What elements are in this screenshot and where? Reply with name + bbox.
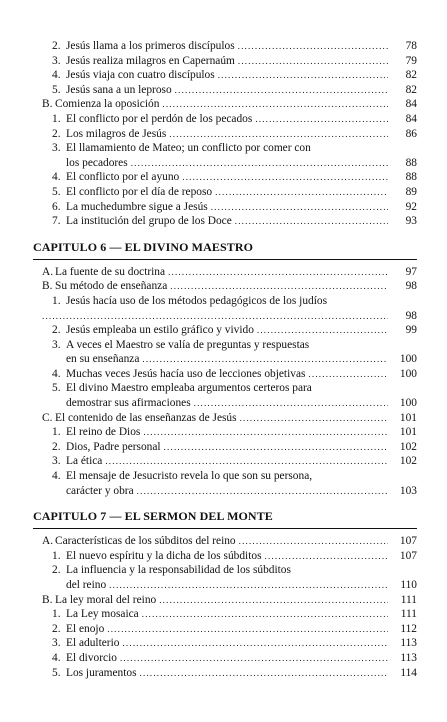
section-letter: A. (42, 265, 54, 278)
dot-leader (169, 129, 388, 139)
toc-entry-continuation (0, 397, 447, 412)
entry-number: 3. (52, 142, 61, 155)
entry-title-line1: El mensaje de Jesucristo revela lo que son su persona, (66, 470, 313, 483)
entry-title: Los juramentos (66, 666, 137, 679)
dot-leader (159, 595, 388, 605)
entry-page: 111 (400, 608, 417, 621)
entry-number: 1. (52, 608, 61, 621)
entry-page: 101 (399, 426, 417, 439)
dot-leader (120, 653, 388, 663)
section-title: La fuente de su doctrina (55, 265, 166, 278)
toc-entry (0, 201, 447, 216)
toc-column (0, 40, 447, 681)
dot-leader (109, 580, 388, 590)
dot-leader (142, 354, 388, 364)
entry-title-line2: en su enseñanza (66, 353, 140, 366)
dot-leader (164, 442, 388, 452)
entry-title: Jesús llama a los primeros discípulos (66, 40, 235, 52)
entry-title: La institución del grupo de los Doce (66, 215, 232, 228)
dot-leader (218, 70, 388, 80)
entry-number: 2. (52, 324, 61, 337)
entry-page: 99 (405, 324, 417, 337)
toc-entry-continuation (0, 579, 447, 594)
toc-entry (0, 637, 447, 652)
entry-title: El nuevo espíritu y la dicha de los súbditos (66, 549, 262, 562)
entry-number: 2. (52, 40, 61, 52)
dot-leader (175, 85, 388, 95)
entry-title: El conflicto por el día de reposo (66, 185, 213, 198)
section-title: Su método de enseñanza (55, 280, 168, 293)
dot-leader (308, 369, 388, 379)
section-title: El contenido de las enseñanzas de Jesús (55, 411, 237, 424)
toc-entry (0, 608, 447, 623)
dot-leader (215, 187, 388, 197)
toc-entry (0, 382, 447, 397)
toc-entry (0, 113, 447, 128)
dot-leader (194, 398, 388, 408)
entry-title: Jesús hacía uso de los métodos pedagógicos de los judíos (66, 294, 328, 307)
toc-section (0, 98, 447, 113)
entry-page: 78 (405, 40, 417, 52)
entry-page: 100 (399, 353, 417, 366)
entry-number: 3. (52, 637, 61, 650)
toc-entry (0, 667, 447, 682)
dot-leader (239, 536, 388, 546)
dot-leader (235, 216, 388, 226)
dot-leader (168, 267, 388, 277)
toc-entry (0, 550, 447, 565)
section-letter: A. (42, 535, 54, 548)
toc-entry (0, 295, 447, 310)
entry-title: Jesús sana a un leproso (66, 83, 172, 96)
toc-entry (0, 470, 447, 485)
entry-title: El conflicto por el perdón de los pecados (66, 112, 253, 125)
entry-number: 3. (52, 338, 61, 351)
entry-title: Dios, Padre personal (66, 440, 161, 453)
entry-page: 110 (400, 579, 417, 591)
dot-leader (140, 668, 388, 678)
entry-page: 113 (400, 651, 417, 664)
entry-number: 5. (52, 83, 61, 96)
section-title: Características de los súbditos del reino (55, 535, 236, 548)
chapter-heading: CAPITULO 6 — EL DIVINO MAESTRO (33, 239, 254, 254)
entry-number: 4. (52, 367, 61, 380)
toc-section (0, 594, 447, 609)
dot-leader (182, 172, 388, 182)
toc-entry (0, 55, 447, 70)
entry-number: 2. (52, 440, 61, 453)
entry-number: 1. (52, 294, 61, 307)
entry-title-line1: A veces el Maestro se valía de preguntas y respuestas (66, 338, 310, 351)
entry-title: La muchedumbre sigue a Jesús (66, 200, 208, 213)
entry-page: 98 (405, 309, 417, 322)
entry-page: 112 (400, 622, 417, 635)
section-letter: C. (42, 411, 53, 424)
section-page: 97 (405, 265, 417, 278)
toc-entry (0, 84, 447, 99)
entry-page: 100 (399, 397, 417, 410)
toc-entry (0, 339, 447, 354)
entry-number: 4. (52, 651, 61, 664)
dot-leader (170, 281, 388, 291)
entry-page: 84 (405, 112, 417, 125)
entry-title: La ética (66, 455, 103, 468)
entry-page: 79 (405, 54, 417, 67)
section-page: 98 (405, 280, 417, 293)
dot-leader (131, 158, 388, 168)
toc-section (0, 535, 447, 550)
entry-title: Los milagros de Jesús (66, 127, 167, 140)
entry-number: 4. (52, 171, 61, 184)
toc-entry-continuation (0, 353, 447, 368)
entry-title-line1: La influencia y la responsabilidad de los súbditos (66, 564, 291, 577)
entry-title-line2: los pecadores (66, 156, 128, 169)
chapter-rule (33, 259, 417, 260)
entry-number: 4. (52, 69, 61, 82)
entry-title: El reino de Dios (66, 426, 141, 439)
entry-title: La Ley mosaica (66, 608, 139, 621)
entry-title-line2: carácter y obra (66, 484, 134, 497)
entry-title: El adulterio (66, 637, 120, 650)
entry-number: 5. (52, 382, 61, 395)
section-page: 107 (399, 535, 417, 548)
entry-title: Muchas veces Jesús hacía uso de lecciones objetivas (66, 367, 306, 380)
toc-section (0, 412, 447, 427)
entry-title-line2: del reino (66, 579, 107, 591)
entry-number: 7. (52, 215, 61, 228)
section-page: 111 (400, 593, 417, 606)
toc-entry (0, 40, 447, 55)
entry-title: Jesús viaja con cuatro discípulos (66, 69, 215, 82)
entry-page: 107 (399, 549, 417, 562)
entry-page: 86 (405, 127, 417, 140)
toc-entry (0, 426, 447, 441)
toc-entry (0, 623, 447, 638)
entry-page: 93 (405, 215, 417, 228)
toc-entry (0, 441, 447, 456)
toc-entry (0, 128, 447, 143)
entry-page: 102 (399, 440, 417, 453)
entry-number: 5. (52, 185, 61, 198)
toc-section (0, 280, 447, 295)
entry-title: Jesús empleaba un estilo gráfico y vivido (66, 324, 254, 337)
dot-leader (211, 202, 388, 212)
section-title: La ley moral del reino (55, 593, 157, 606)
entry-page: 103 (399, 484, 417, 497)
entry-page: 82 (405, 69, 417, 82)
entry-title-line2: demostrar sus afirmaciones (66, 397, 191, 410)
toc-entry (0, 186, 447, 201)
dot-leader (255, 114, 388, 124)
toc-entry (0, 564, 447, 579)
entry-number: 1. (52, 549, 61, 562)
dot-leader (162, 99, 388, 109)
dot-leader (105, 456, 388, 466)
entry-title: Jesús realiza milagros en Capernaúm (66, 54, 235, 67)
entry-page: 113 (400, 637, 417, 650)
section-page: 101 (399, 411, 417, 424)
entry-number: 5. (52, 666, 61, 679)
entry-page: 88 (405, 171, 417, 184)
entry-page: 88 (405, 156, 417, 169)
dot-leader (240, 413, 388, 423)
entry-page: 82 (405, 83, 417, 96)
entry-number: 3. (52, 54, 61, 67)
entry-page: 89 (405, 185, 417, 198)
entry-page: 100 (399, 367, 417, 380)
entry-title: El divorcio (66, 651, 117, 664)
entry-title: El conflicto por el ayuno (66, 171, 180, 184)
entry-number: 3. (52, 455, 61, 468)
dot-leader (265, 551, 388, 561)
entry-page: 92 (405, 200, 417, 213)
entry-number: 2. (52, 564, 61, 577)
entry-number: 4. (52, 470, 61, 483)
entry-page: 114 (400, 666, 417, 679)
section-page: 84 (405, 98, 417, 111)
toc-entry (0, 69, 447, 84)
dot-leader (142, 609, 388, 619)
dot-leader (238, 56, 388, 66)
entry-title: El enojo (66, 622, 105, 635)
toc-entry (0, 215, 447, 230)
dot-leader (107, 624, 388, 634)
dot-leader (143, 427, 388, 437)
entry-title-line1: El divino Maestro empleaba argumentos certeros para (66, 382, 312, 395)
chapter-heading: CAPITULO 7 — EL SERMON DEL MONTE (33, 509, 273, 524)
entry-number: 1. (52, 426, 61, 439)
toc-entry (0, 142, 447, 157)
toc-entry (0, 652, 447, 667)
entry-number: 2. (52, 127, 61, 140)
dot-leader (42, 311, 388, 321)
toc-entry-continuation (0, 157, 447, 172)
dot-leader (122, 638, 388, 648)
dot-leader (257, 325, 388, 335)
toc-entry-continuation (0, 310, 447, 325)
toc-entry-continuation (0, 485, 447, 500)
section-letter: B. (42, 98, 53, 111)
toc-entry (0, 324, 447, 339)
entry-number: 2. (52, 622, 61, 635)
section-title: Comienza la oposición (55, 98, 160, 111)
section-letter: B. (42, 593, 53, 606)
dot-leader (238, 41, 388, 51)
section-letter: B. (42, 280, 53, 293)
chapter-rule (33, 528, 417, 529)
toc-entry (0, 171, 447, 186)
entry-title-line1: El llamamiento de Mateo; un conflicto por comer con (66, 142, 311, 155)
toc-entry (0, 368, 447, 383)
entry-number: 6. (52, 200, 61, 213)
dot-leader (137, 486, 388, 496)
entry-page: 102 (399, 455, 417, 468)
toc-entry (0, 455, 447, 470)
toc-section (0, 266, 447, 281)
entry-number: 1. (52, 112, 61, 125)
